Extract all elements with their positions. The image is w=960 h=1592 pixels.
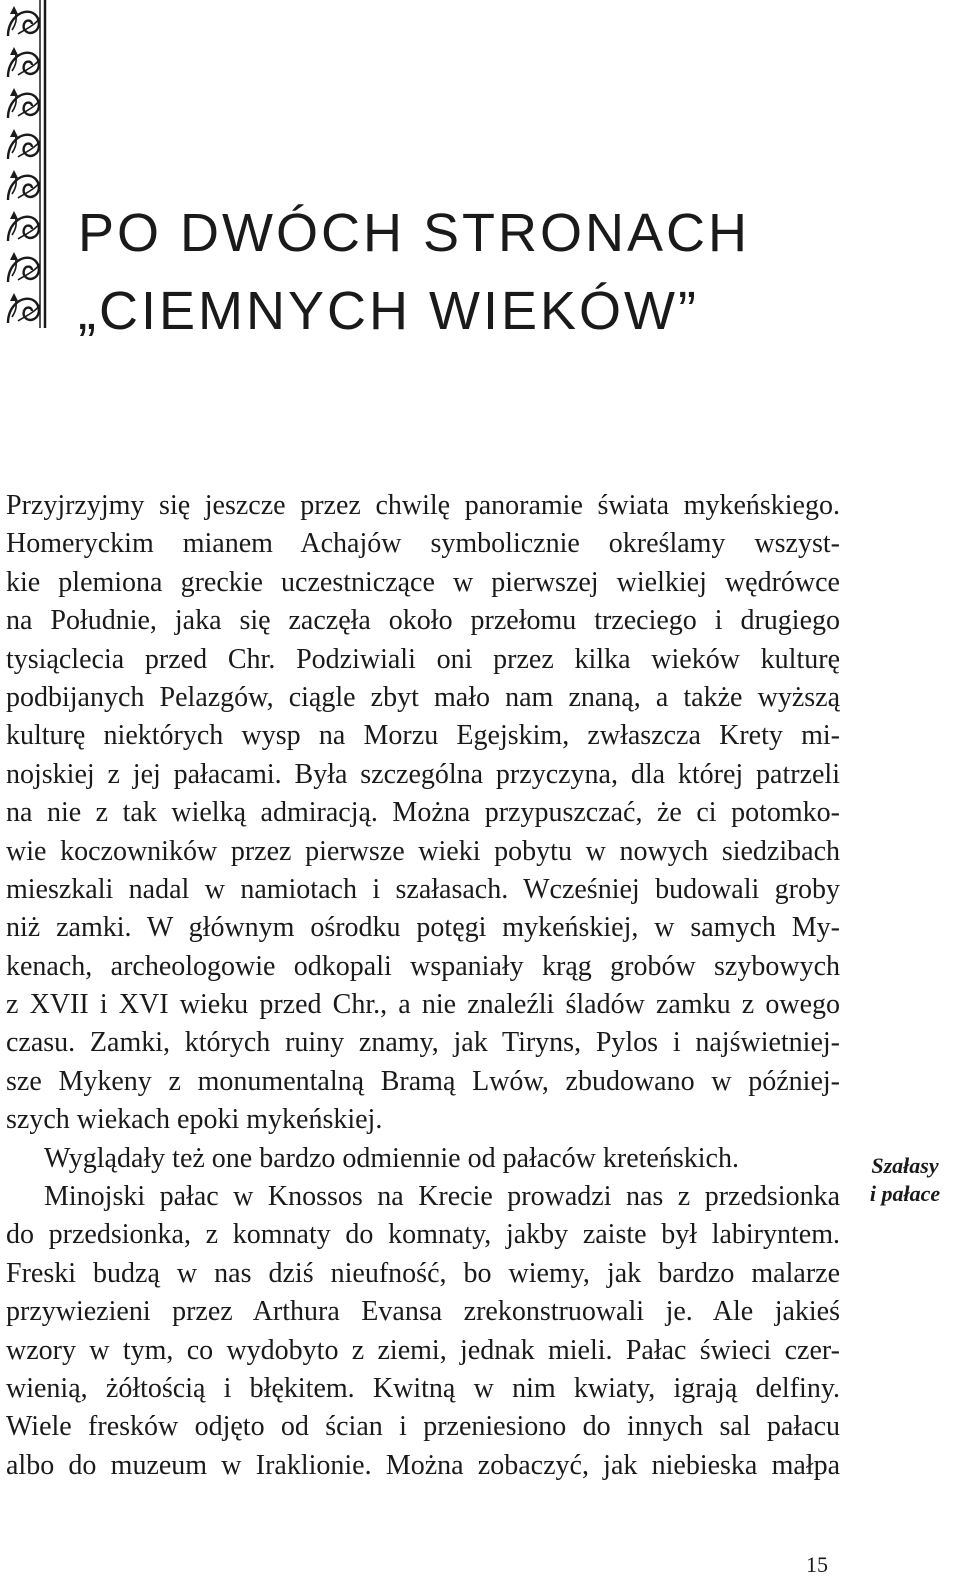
chapter-title-line-2: „CIEMNYCH WIEKÓW” <box>78 281 699 341</box>
text-line: tysiąclecia przed Chr. Podziwiali oni przez kilka wieków kulturę <box>6 643 840 675</box>
chapter-title <box>78 194 750 350</box>
text-line: przywiezieni przez Arthura Evansa zrekonstruowali je. Ale jakieś <box>6 1296 840 1328</box>
text-line: Przyjrzyjmy się jeszcze przez chwilę panoramie świata mykeńskiego. <box>6 490 840 521</box>
text-line: kenach, archeologowie odkopali wspaniały krąg grobów szybowych <box>6 950 840 982</box>
text-line: do przedsionka, z komnaty do komnaty, jakby zaiste był labiryntem. <box>6 1219 840 1251</box>
text-line: kie plemiona greckie uczestniczące w pierwszej wielkiej wędrówce <box>6 566 840 598</box>
margin-note-line-2: i pałace <box>869 1181 941 1206</box>
text-line: mieszkali nadal w namiotach i szałasach. Wcześniej budowali groby <box>6 873 840 905</box>
text-line: Wiele fresków odjęto od ścian i przeniesiono do innych sal pałacu <box>6 1411 840 1443</box>
text-line: kulturę niektórych wysp na Morzu Egejskim, zwłaszcza Krety mi- <box>6 720 840 752</box>
margin-note <box>852 1152 958 1208</box>
text-line: szych wiekach epoki mykeńskiej. <box>6 1104 383 1136</box>
text-line: na nie z tak wielką admiracją. Można przypuszczać, że ci potomko- <box>6 797 840 829</box>
text-line: wie koczowników przez pierwsze wieki pobytu w nowych siedzibach <box>6 835 840 867</box>
body-text <box>6 487 840 1485</box>
text-line: na Południe, jaka się zaczęła około przełomu trzeciego i drugiego <box>6 605 840 637</box>
text-line: nojskiej z jej pałacami. Była szczególna przyczyna, dla której patrzeli <box>6 758 840 790</box>
greek-border-ornament <box>4 0 48 328</box>
chapter-title-line-1: PO DWÓCH STRONACH <box>78 203 750 263</box>
text-line: Freski budzą w nas dziś nieufność, bo wiemy, jak bardzo malarze <box>6 1257 840 1289</box>
text-line: podbijanych Pelazgów, ciągle zbyt mało nam znaną, a także wyższą <box>6 681 840 713</box>
margin-note-line-1: Szałasy <box>871 1153 939 1178</box>
text-line: wzory w tym, co wydobyto z ziemi, jednak mieli. Pałac świeci czer- <box>6 1334 840 1366</box>
text-line: sze Mykeny z monumentalną Bramą Lwów, zbudowano w później- <box>6 1065 840 1097</box>
text-line: czasu. Zamki, których ruiny znamy, jak Tiryns, Pylos i najświetniej- <box>6 1027 840 1059</box>
text-line: albo do muzeum w Iraklionie. Można zobaczyć, jak niebieska małpa <box>6 1449 840 1481</box>
text-line: Homeryckim mianem Achajów symbolicznie określamy wszyst- <box>6 528 840 560</box>
text-line: Minojski pałac w Knossos na Krecie prowadzi nas z przedsionka <box>44 1181 840 1213</box>
text-line: wienią, żółtością i błękitem. Kwitną w nim kwiaty, igrają delfiny. <box>6 1372 840 1404</box>
text-line: niż zamki. W głównym ośrodku potęgi mykeńskiej, w samych My- <box>6 912 840 944</box>
text-line: z XVII i XVI wieku przed Chr., a nie znaleźli śladów zamku z owego <box>6 989 840 1021</box>
page-number: 15 <box>806 1552 828 1577</box>
text-line: Wyglądały też one bardzo odmiennie od pałaców kreteńskich. <box>44 1142 739 1174</box>
